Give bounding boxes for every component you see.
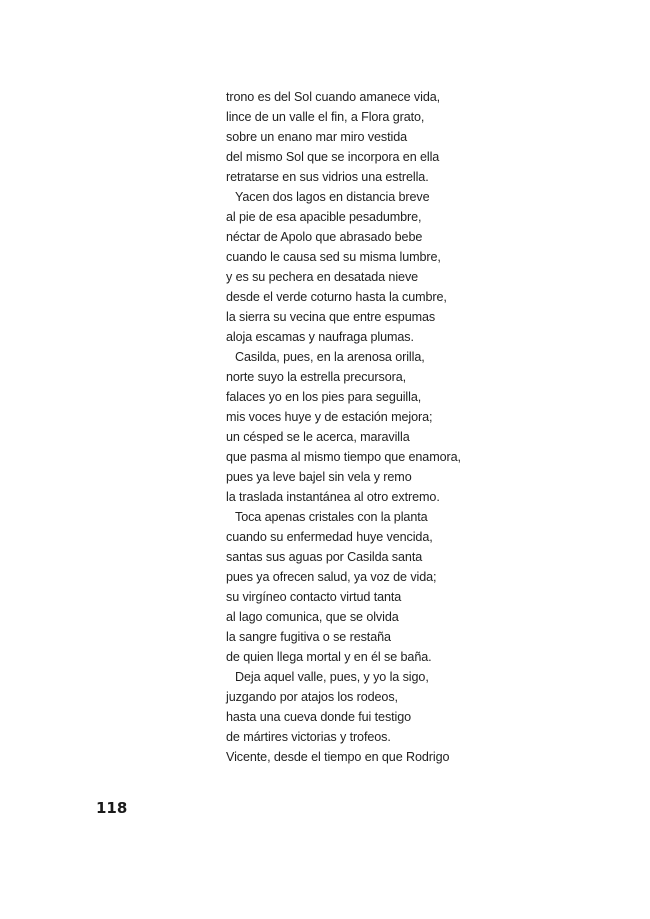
poem-line: Casilda, pues, en la arenosa orilla,: [235, 350, 425, 364]
poem-line: Toca apenas cristales con la planta: [235, 510, 428, 524]
poem-line: la traslada instantánea al otro extremo.: [226, 490, 440, 504]
poem-line: mis voces huye y de estación mejora;: [226, 410, 433, 424]
poem-line: pues ya ofrecen salud, ya voz de vida;: [226, 570, 437, 584]
poem-line: Vicente, desde el tiempo en que Rodrigo: [226, 750, 450, 764]
poem-line: juzgando por atajos los rodeos,: [226, 690, 398, 704]
poem-line: la sangre fugitiva o se restaña: [226, 630, 391, 644]
poem-line: al pie de esa apacible pesadumbre,: [226, 210, 422, 224]
poem-line: su virgíneo contacto virtud tanta: [226, 590, 402, 604]
poem-line: y es su pechera en desatada nieve: [226, 270, 419, 284]
poem-line: la sierra su vecina que entre espumas: [226, 310, 436, 324]
poem-line: que pasma al mismo tiempo que enamora,: [226, 450, 461, 464]
poem-line: cuando le causa sed su misma lumbre,: [226, 250, 441, 264]
poem-line: norte suyo la estrella precursora,: [226, 370, 406, 384]
poem-line: desde el verde coturno hasta la cumbre,: [226, 290, 447, 304]
poem-line: de mártires victorias y trofeos.: [226, 730, 391, 744]
poem-line: trono es del Sol cuando amanece vida,: [226, 90, 441, 104]
poem-line: Yacen dos lagos en distancia breve: [235, 190, 430, 204]
page-number: 118: [96, 799, 128, 817]
poem-line: lince de un valle el fin, a Flora grato,: [226, 110, 425, 124]
poem-line: néctar de Apolo que abrasado bebe: [226, 230, 423, 244]
poem-line: al lago comunica, que se olvida: [226, 610, 399, 624]
poem-line: de quien llega mortal y en él se baña.: [226, 650, 432, 664]
poem-line: un césped se le acerca, maravilla: [226, 430, 410, 444]
poem-line: aloja escamas y naufraga plumas.: [226, 330, 414, 344]
poem-line: pues ya leve bajel sin vela y remo: [226, 470, 412, 484]
poem-line: santas sus aguas por Casilda santa: [226, 550, 423, 564]
poem-line: cuando su enfermedad huye vencida,: [226, 530, 433, 544]
poem-line: hasta una cueva donde fui testigo: [226, 710, 412, 724]
poem-text: [226, 87, 486, 767]
poem-line: retratarse en sus vidrios una estrella.: [226, 170, 429, 184]
poem-line: del mismo Sol que se incorpora en ella: [226, 150, 440, 164]
poem-line: Deja aquel valle, pues, y yo la sigo,: [235, 670, 429, 684]
poem-line: falaces yo en los pies para seguilla,: [226, 390, 422, 404]
poem-line: sobre un enano mar miro vestida: [226, 130, 408, 144]
